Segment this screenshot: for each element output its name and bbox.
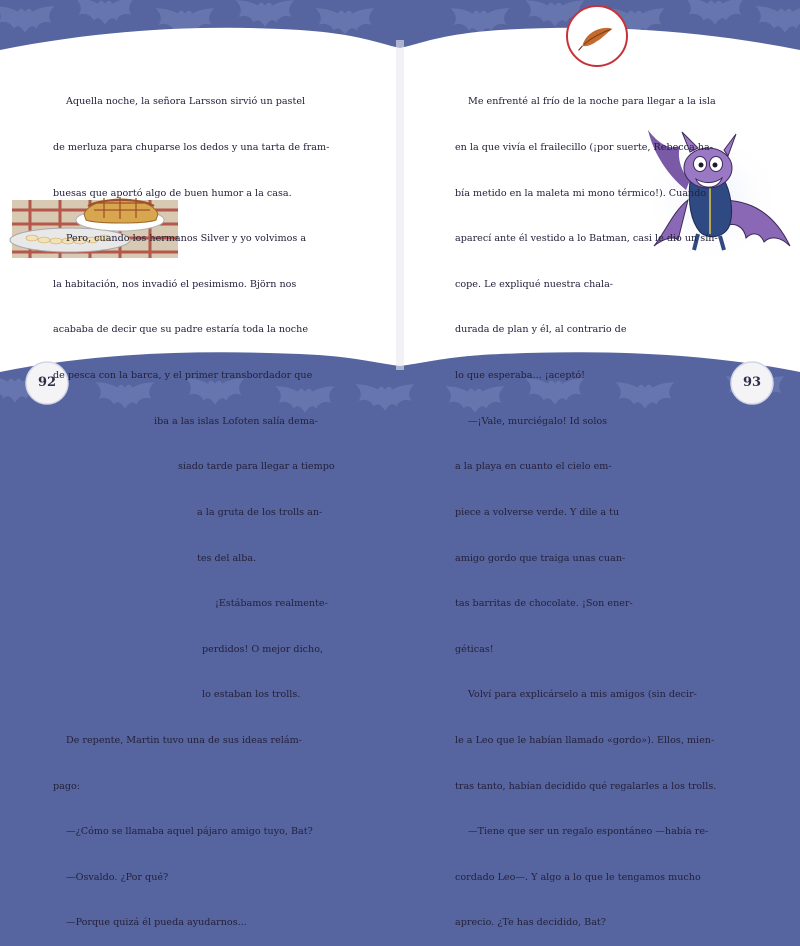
feather-medallion	[567, 6, 627, 66]
text-line: pago:	[53, 780, 81, 792]
text-line: durada de plan y él, al contrario de	[455, 324, 627, 336]
text-line: bía metido en la maleta mi mono térmico!). Cuando	[455, 187, 707, 199]
text-line: la habitación, nos invadió el pesimismo. Björn nos	[53, 278, 297, 290]
page-number-left: 92	[37, 375, 57, 390]
text-line: —Tiene que ser un regalo espontáneo —había re-	[468, 826, 709, 838]
text-line: buesas que aportó algo de buen humor a la casa.	[53, 187, 292, 199]
left-page-text	[53, 64, 335, 946]
text-line: de merluza para chuparse los dedos y una tarta de fram-	[53, 142, 330, 154]
text-line: aparecí ante él vestido a lo Batman, casi le dio un sín-	[455, 233, 718, 245]
text-line: tras tanto, habían decidido qué regalarles a los trolls.	[455, 780, 717, 792]
text-line: perdidos! O mejor dicho,	[202, 643, 324, 655]
text-line: de pesca con la barca, y el primer transbordador que	[53, 370, 313, 382]
right-page-text	[455, 64, 718, 946]
text-line: Pero, cuando los hermanos Silver y yo volvimos a	[66, 233, 307, 245]
text-line: lo estaban los trolls.	[202, 689, 301, 701]
text-line: piece a volverse verde. Y dile a tu	[455, 506, 620, 518]
text-line: amigo gordo que traiga unas cuan-	[455, 552, 626, 564]
text-line: ¡Estábamos realmente-	[215, 598, 328, 610]
text-line: —¿Cómo se llamaba aquel pájaro amigo tuyo, Bat?	[66, 826, 313, 838]
text-line: —¡Vale, murciégalo! Id solos	[468, 415, 608, 427]
text-line: a la gruta de los trolls an-	[197, 506, 323, 518]
text-line: iba a las islas Lofoten salía dema-	[154, 415, 318, 427]
text-line: a la playa en cuanto el cielo em-	[455, 461, 612, 473]
text-line: lo que esperaba... ¡aceptó!	[455, 370, 585, 382]
text-line: aprecio. ¿Te has decidido, Bat?	[455, 917, 606, 929]
text-line: le a Leo que le habían llamado «gordo»). Ellos, mien-	[455, 734, 715, 746]
text-line: géticas!	[455, 643, 494, 655]
text-line: acababa de decir que su padre estaría toda la noche	[53, 324, 309, 336]
text-line: Me enfrenté al frío de la noche para llegar a la isla	[468, 96, 716, 108]
text-line: cordado Leo—. Y algo a lo que le tengamos mucho	[455, 871, 701, 883]
text-line: —Porque quizá él pueda ayudarnos...	[66, 917, 247, 929]
text-line: De repente, Martin tuvo una de sus ideas relám-	[66, 734, 302, 746]
text-line: tas barritas de chocolate. ¡Son ener-	[455, 598, 633, 610]
text-line: cope. Le expliqué nuestra chala-	[455, 278, 614, 290]
page-number-right: 93	[742, 375, 762, 390]
text-line: Aquella noche, la señora Larsson sirvió un pastel	[66, 96, 306, 108]
text-line: tes del alba.	[197, 552, 257, 564]
text-line: Volví para explicárselo a mis amigos (sin decir-	[468, 689, 697, 701]
text-line: —Osvaldo. ¿Por qué?	[66, 871, 169, 883]
text-line: siado tarde para llegar a tiempo	[178, 461, 335, 473]
text-line: en la que vivía el frailecillo (¡por suerte, Rebecca ha-	[455, 142, 713, 154]
